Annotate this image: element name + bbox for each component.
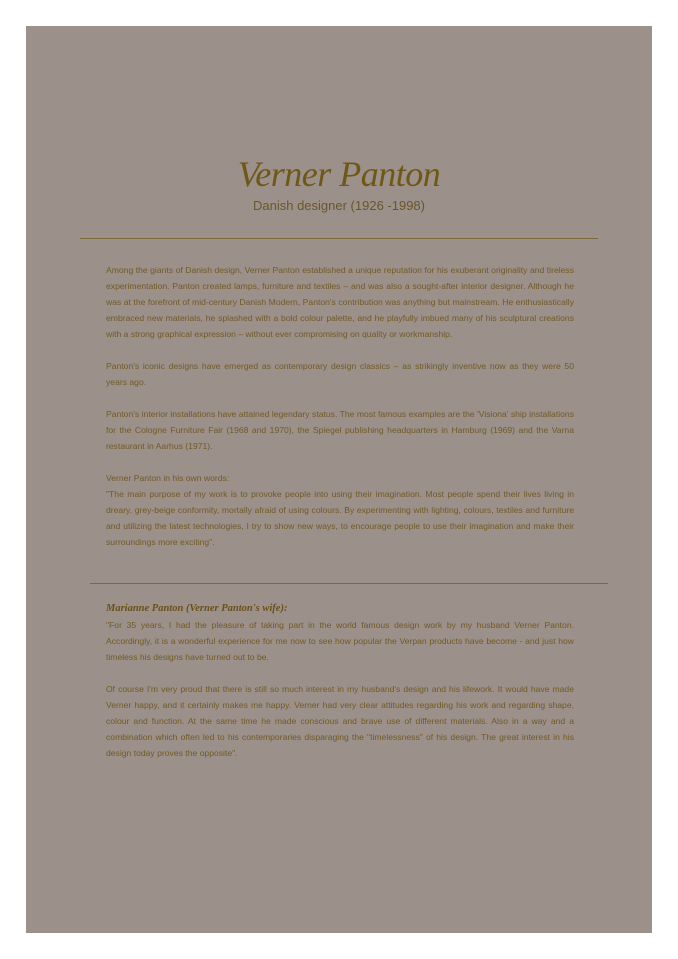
quote-paragraph (106, 470, 574, 550)
biography-paragraph: Panton's iconic designs have emerged as contemporary design classics – as strikingly inventive now as they were 50 years ago. (106, 361, 574, 387)
wife-paragraph (106, 601, 574, 665)
biography-section (106, 262, 574, 566)
page-title: Verner Panton (237, 154, 441, 194)
quote-intro: Verner Panton in his own words: (106, 473, 230, 483)
wife-text: "For 35 years, I had the pleasure of taking part in the world famous design work by my husband Verner Panton. Accordingly, it is a wonderful experience for me now to see how popular the Verpan products have become - and just how timeless his designs have turned out to be. (106, 620, 574, 662)
divider-top (80, 238, 598, 239)
wife-section (106, 601, 574, 777)
page-sheet (26, 26, 652, 933)
biography-paragraph: Panton's interior installations have attained legendary status. The most famous examples are the 'Visiona' ship installations for the Cologne Furniture Fair (1968 and 1970), the Spiegel publishing headquarters in Hamburg (1969) and the Varna restaurant in Aarhus (1971). (106, 409, 574, 451)
wife-heading: Marianne Panton (Verner Panton's wife): (106, 603, 288, 614)
divider-middle (90, 583, 608, 584)
biography-paragraph: Among the giants of Danish design, Verner Panton established a unique reputation for his exuberant originality and tireless experimentation. Panton created lamps, furniture and textiles – and was also a sought-after interior designer. Although he was at the forefront of mid-century Danish Modern, Panton's contribution was anything but mainstream. He enthusiastically embraced new materials, he splashed with a bold colour palette, and he playfully imbued many of his sculptural creations with a strong graphical expression – without ever compromising on quality or workmanship. (106, 265, 574, 339)
page-subtitle: Danish designer (1926 -1998) (253, 198, 425, 213)
quote-text: "The main purpose of my work is to provoke people into using their imagination. Most people spend their lives living in dreary, grey-beige conformity, mortally afraid of using colours. By experimenting with lighting, colours, textiles and furniture and utilizing the latest technologies, I try to show new ways, to encourage people to use their imagination and make their surroundings more exciting". (106, 489, 574, 547)
wife-paragraph: Of course I'm very proud that there is still so much interest in my husband's design and his lifework. It would have made Verner happy, and it certainly makes me happy. Verner had very clear attitudes regarding his work and regarding shape, colour and function. At the same time he made conscious and brave use of different materials. Also in a way and a combination which often led to his contemporaries disparaging the "timelessness" of his design. The great interest in his design today proves the opposite". (106, 684, 574, 758)
